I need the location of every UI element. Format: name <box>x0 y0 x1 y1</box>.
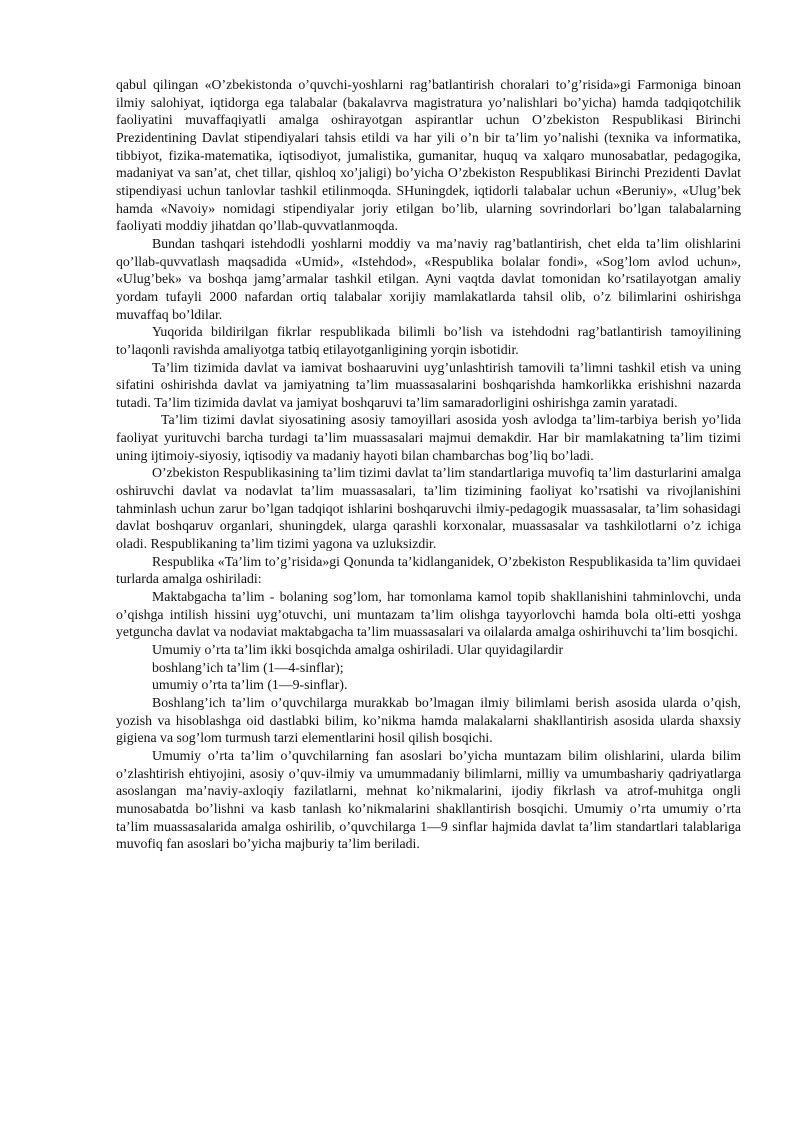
paragraph: Ta’lim tizimi davlat siyosatining asosiy tamoyillari asosida yosh avlodga ta’lim-tarbiya berish yo’lida faoliyat yurituvchi barcha turdagi ta’lim muassasalari majmui demakdir. Har bir mamlakatning ta’lim tizimi uning ijtimoiy-siyosiy, iqtisodiy va madaniy hayoti bilan chambarchas bog’liq bo’ladi. <box>116 412 741 463</box>
paragraph-continuation: qabul qilingan «O’zbekistonda o’quvchi-yoshlarni rag’batlantirish choralari to’g’risida»gi Farmoniga binoan ilmiy salohiyat, iqtidorga ega talabalar (bakalavrva magistratura yo’nalishlari bo’yicha) hamda tadqiqotchilik faoliyatini muvaffaqiyatli amalga oshirayotgan aspirantlar uchun O’zbekiston Respublikasi Birinchi Prezidentining Davlat stipendiyalari tahsis etildi va har yili o’n bir ta’lim yo’nalishi (texnika va informatika, tibbiyot, fizika-matematika, iqtisodiyot, jumalistika, gumanitar, huquq va xalqaro munosabatlar, pedagogika, madaniyat va san’at, chet tillar, qishloq xo’jaligi) bo’yicha O’zbekiston Respublikasi Birinchi Prezidenti Davlat stipendiyasi uchun tanlovlar tashkil etilinmoqda. SHuningdek, iqtidorli talabalar uchun «Beruniy», «Ulug’bek hamda «Navoiy» nomidagi stipendiyalar joriy etilgan bo’lib, ularning sovrindorlari bo’lgan talabalarning faoliyati moddiy jihatdan qo’llab-quvvatlanmoqda. <box>116 77 741 234</box>
paragraph: Yuqorida bildirilgan fikrlar respublikada bilimli bo’lish va istehdodni rag’batlantirish tamoyilining to’laqonli ravishda amaliyotga tatbiq etilayotganligining yorqin isbotidir. <box>116 324 741 357</box>
paragraph: Maktabgacha ta’lim - bolaning sog’lom, har tomonlama kamol topib shakllanishini tahminlovchi, unda o’qishga intilish hissini uyg’otuvchi, uni muntazam ta’lim olishga tayyorlovchi hamda bola olti-etti yoshga yetguncha davlat va nodaviat maktabgacha ta’lim muassasalari va oilalarda amalga oshirihuvchi ta’lim bosqichi. <box>116 589 741 640</box>
paragraph: Respublika «Ta’lim to’g’risida»gi Qonunda ta’kidlanganidek, O’zbekiston Respublikasida ta’lim quvidaei turlarda amalga oshiriladi: <box>116 553 741 587</box>
paragraph: O’zbekiston Respublikasining ta’lim tizimi davlat ta’lim standartlariga muvofiq ta’lim dasturlarini amalga oshiruvchi davlat va nodavlat ta’lim muassasalari, ta’lim tizimining faoliyat ko’rsatishi va rivojlanishini tahminlash uchun zarur bo’lgan tadqiqot ishlarini boshqaruvchi ilmiy-pedagogik muassasalar, ta’lim sohasidagi davlat boshqaruv organlari, shuningdek, ularga qarashli korxonalar, muassasalar va tashkilotlarni o’z ichiga oladi. Respublikaning ta’lim tizimi yagona va uzluksizdir. <box>116 465 741 552</box>
list-item: boshlang’ich ta’lim (1—4-sinflar); <box>152 659 344 675</box>
paragraph: Umumiy o’rta ta’lim ikki bosqichda amalga oshiriladi. Ular quyidagilardir <box>152 642 564 657</box>
document-page <box>116 76 741 853</box>
paragraph: Ta’lim tizimida davlat va iamivat boshaaruvini uyg’unlashtirish tamovili ta’limni tashkil etish va uning sifatini oshirishda davlat va jamiyatning ta’lim muassasalarini boshqarishda hamkorlikka erishishni nazarda tutadi. Ta’lim tizimida davlat va jamiyat boshqaruvi ta’lim samaradorligini oshirishga zamin yaratadi. <box>116 359 741 410</box>
paragraph: Boshlang’ich ta’lim o’quvchilarga murakkab bo’lmagan ilmiy bilimlami berish asosida ularda o’qish, yozish va hisoblashga oid dastlabki bilim, ko’nikma hamda malakalarni shakllantirish asosida ularda shaxsiy gigiena va sog’lom turmush tarzi elementlarini hosil qilish bosqichi. <box>116 694 741 746</box>
paragraph: Bundan tashqari istehdodli yoshlarni moddiy va ma’naviy rag’batlantirish, chet elda ta’lim olishlarini qo’llab-quvvatlash maqsadida «Umid», «Istehdod», «Respublika bolalar fondi», «Sog’lom avlod uchun», «Ulug’bek» va boshqa jamg’armalar tashkil etilgan. Ayni vaqtda davlat tomonidan ko’rsatilayotgan amaliy yordam tufayli 2000 nafardan ortiq talabalar xorijiy mamlakatlarda tahsil olib, o’z bilimlarini oshirishga muvaffaq bo’ldilar. <box>116 235 741 322</box>
paragraph: Umumiy o’rta ta’lim o’quvchilarning fan asoslari bo’yicha muntazam bilim olishlarini, ularda bilim o’zlashtirish ehtiyojini, asosiy o’quv-ilmiy va umummadaniy bilimlarni, milliy va umumbashariy qadriyatlarga asoslangan ma’naviy-axloqiy fazilatlarni, mehnat ko’nikmalarini, ijodiy fikrlash va atrof-muhitga ongli munosabatda bo’lishni va kasb tanlash ko’nikmalarini shakllantirish bosqichi. Umumiy o’rta umumiy o’rta ta’lim muassasalarida amalga oshirilib, o’quvchilarga 1—9 sinflar hajmida davlat ta’lim standartlari talablariga muvofiq fan asoslari bo’yicha majburiy ta’lim beriladi. <box>116 747 741 852</box>
list-item: umumiy o’rta ta’lim (1—9-sinflar). <box>152 677 348 693</box>
